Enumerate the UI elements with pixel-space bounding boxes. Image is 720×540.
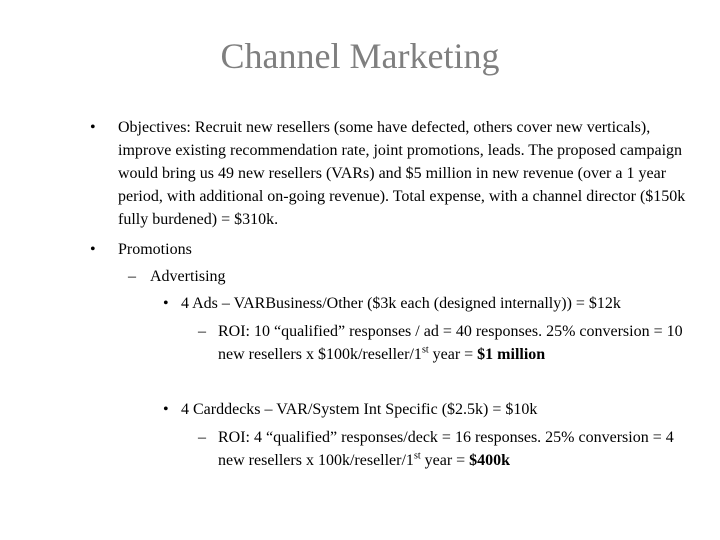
dash-marker: – bbox=[198, 323, 206, 340]
carddecks-roi-mid: year = bbox=[420, 452, 470, 469]
objectives-text: Objectives: Recruit new resellers (some have defected, others cover new verticals), improve existing recommendation rate, joint promotions, leads. The proposed campaign would bring us 49 new resellers (VARs) and $5 million in new revenue (over a 1 year period, with additional on-going revenue). Total expense, with a channel director ($150k fully burdened) = $310k. bbox=[118, 119, 686, 228]
ads-roi-text: ROI: 10 “qualified” responses / ad = 40 responses. 25% conversion = 10 new resellers x $100k/reseller/1 bbox=[218, 323, 683, 363]
dash-marker: – bbox=[198, 429, 206, 446]
ads-roi bbox=[218, 320, 690, 366]
carddecks-text: 4 Carddecks – VAR/System Int Specific ($2.5k) = $10k bbox=[181, 401, 538, 418]
carddecks-bullet bbox=[181, 398, 691, 421]
carddecks-roi bbox=[218, 426, 690, 472]
promotions-label: Promotions bbox=[118, 241, 192, 258]
carddecks-roi-superscript: st bbox=[413, 450, 421, 462]
ads-roi-result: $1 million bbox=[477, 346, 546, 363]
ads-roi-superscript: st bbox=[421, 344, 429, 356]
carddecks-roi-text: ROI: 4 “qualified” responses/deck = 16 responses. 25% conversion = 4 new resellers x 100k/reseller/1 bbox=[218, 429, 674, 469]
ads-roi-mid: year = bbox=[428, 346, 478, 363]
advertising-label: Advertising bbox=[150, 268, 226, 285]
ads-text: 4 Ads – VARBusiness/Other ($3k each (designed internally)) = $12k bbox=[181, 295, 621, 312]
slide-title: Channel Marketing bbox=[220, 36, 500, 76]
bullet-marker: • bbox=[90, 241, 96, 258]
carddecks-roi-result: $400k bbox=[469, 452, 511, 469]
bullet-marker: • bbox=[163, 295, 169, 312]
ads-bullet bbox=[181, 292, 691, 315]
promotions-bullet bbox=[118, 238, 688, 261]
dash-marker: – bbox=[128, 268, 136, 285]
bullet-marker: • bbox=[90, 119, 96, 136]
advertising-subbullet bbox=[150, 265, 690, 288]
bullet-marker: • bbox=[163, 401, 169, 418]
objectives-bullet bbox=[118, 116, 688, 231]
